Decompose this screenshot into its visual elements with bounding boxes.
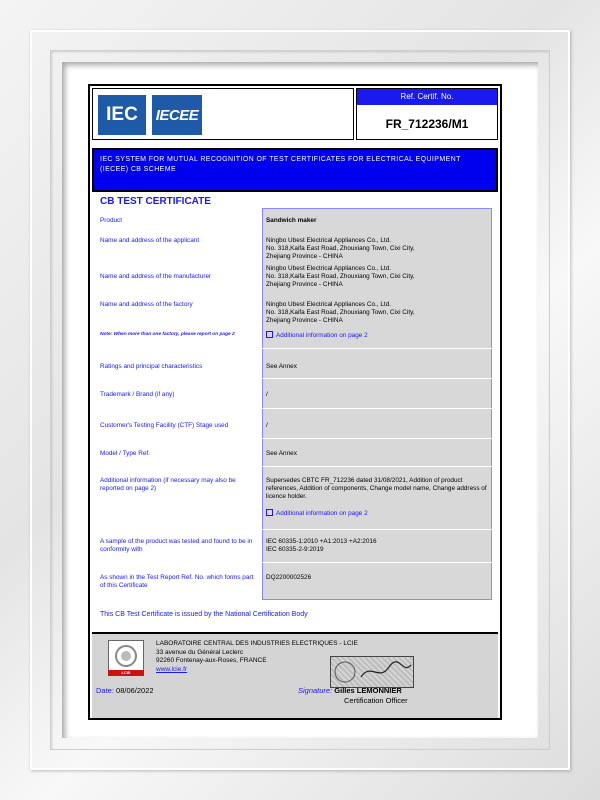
issued-by-statement: This CB Test Certificate is issued by the National Certification Body: [100, 611, 308, 618]
manufacturer-address-2: Zhejiang Province - CHINA: [266, 281, 343, 288]
row-divider: [262, 466, 492, 467]
certificate-number-box: [356, 88, 498, 140]
manufacturer-name: Ningbo Ubest Electrical Appliances Co., Ltd.: [266, 265, 392, 272]
date-value: 08/06/2022: [116, 686, 154, 695]
row-divider: [262, 529, 492, 530]
ctf-value: /: [266, 422, 268, 429]
product-label: Product: [100, 217, 123, 224]
iecee-logo: IECEE: [152, 95, 202, 135]
row-divider: [262, 408, 492, 409]
trademark-label: Trademark / Brand (if any): [100, 391, 175, 398]
date-label: Date:: [96, 686, 114, 695]
applicant-name: Ningbo Ubest Electrical Appliances Co., Ltd.: [266, 237, 392, 244]
test-report-label: As shown in the Test Report Ref. No. which forms part of this Certificate: [100, 574, 254, 589]
row-divider: [262, 378, 492, 379]
official-stamp: [330, 656, 414, 688]
applicant-address-1: No. 318,Kaifa East Road, Zhouxiang Town, Cixi City,: [266, 245, 415, 252]
additional-info-check-1[interactable]: [266, 331, 488, 340]
laboratory-street: 33 avenue du Général Leclerc: [156, 648, 244, 656]
applicant-label: Name and address of the applicant: [100, 237, 200, 244]
manufacturer-address-1: No. 318,Kaifa East Road, Zhouxiang Town, Cixi City,: [266, 273, 415, 280]
manufacturer-value: [266, 265, 488, 289]
row-divider: [262, 348, 492, 349]
model-label: Model / Type Ref.: [100, 450, 150, 457]
factory-note: Note: When more than one factory, please report on page 2: [100, 332, 235, 337]
logo-area: [92, 88, 354, 140]
factory-value: [266, 301, 488, 325]
certificate-title: CB TEST CERTIFICATE: [100, 196, 211, 207]
scheme-banner: IEC SYSTEM FOR MUTUAL RECOGNITION OF TEST CERTIFICATES FOR ELECTRICAL EQUIPMENT (IECEE) CB SCHEME: [92, 148, 498, 192]
ctf-label: Customer's Testing Facility (CTF) Stage used: [100, 422, 229, 429]
factory-address-2: Zhejiang Province - CHINA: [266, 317, 343, 324]
iec-logo: IEC: [98, 95, 146, 135]
test-report-value: DQ2200002526: [266, 574, 312, 581]
trademark-value: /: [266, 391, 268, 398]
factory-label: Name and address of the factory: [100, 301, 193, 308]
cb-test-certificate: [88, 84, 502, 720]
standard-2: IEC 60335-2-9:2019: [266, 546, 324, 553]
factory-address-1: No. 318,Kaifa East Road, Zhouxiang Town, Cixi City,: [266, 309, 415, 316]
laboratory-city: 92260 Fontenay-aux-Roses, FRANCE: [156, 657, 267, 664]
ratings-label: Ratings and principal characteristics: [100, 363, 203, 370]
additional-info-label: Additional information (if necessary may also be reported on page 2): [100, 477, 236, 492]
signature-label: Signature:: [298, 686, 333, 695]
lcie-logo: [108, 640, 144, 672]
laboratory-website-link[interactable]: www.lcie.fr: [156, 665, 188, 673]
additional-info-check-1-label: Additional information on page 2: [276, 332, 368, 339]
model-value: See Annex: [266, 450, 297, 457]
signatory-role: Certification Officer: [344, 696, 408, 705]
certificate-header: [92, 88, 498, 140]
row-divider: [262, 562, 492, 563]
checkbox-icon[interactable]: [266, 331, 273, 338]
product-value: Sandwich maker: [266, 217, 317, 224]
conformity-label: A sample of the product was tested and found to be in conformity with: [100, 538, 253, 553]
additional-info-check-2[interactable]: [266, 509, 488, 518]
applicant-value: [266, 237, 488, 261]
date-field: [96, 686, 154, 695]
additional-info-value: Supersedes CBTC FR_712236 dated 31/08/2021, Addition of product references, Addition of components, Change model name, Change address of licence holder.: [266, 477, 487, 500]
ratings-value: See Annex: [266, 363, 297, 370]
lcie-logo-bar: LCIE: [108, 670, 144, 676]
row-divider: [262, 438, 492, 439]
certificate-footer: [92, 632, 498, 718]
applicant-address-2: Zhejiang Province - CHINA: [266, 253, 343, 260]
additional-info-check-2-label: Additional information on page 2: [276, 510, 368, 517]
laboratory-address: [156, 640, 358, 674]
signatory-name: Gilles LEMONNIER: [334, 686, 402, 695]
laboratory-name: LABORATOIRE CENTRAL DES INDUSTRIES ELECTRIQUES - LCIE: [156, 640, 358, 647]
factory-name: Ningbo Ubest Electrical Appliances Co., Ltd.: [266, 301, 392, 308]
certificate-number-label: Ref. Certif. No.: [357, 89, 497, 105]
conformity-value: [266, 538, 488, 554]
certificate-number: FR_712236/M1: [385, 117, 469, 131]
checkbox-icon[interactable]: [266, 509, 273, 516]
standard-1: IEC 60335-1:2010 +A1:2013 +A2:2016: [266, 538, 377, 545]
signature-field: [298, 686, 402, 695]
manufacturer-label: Name and address of the manufacturer: [100, 273, 212, 280]
